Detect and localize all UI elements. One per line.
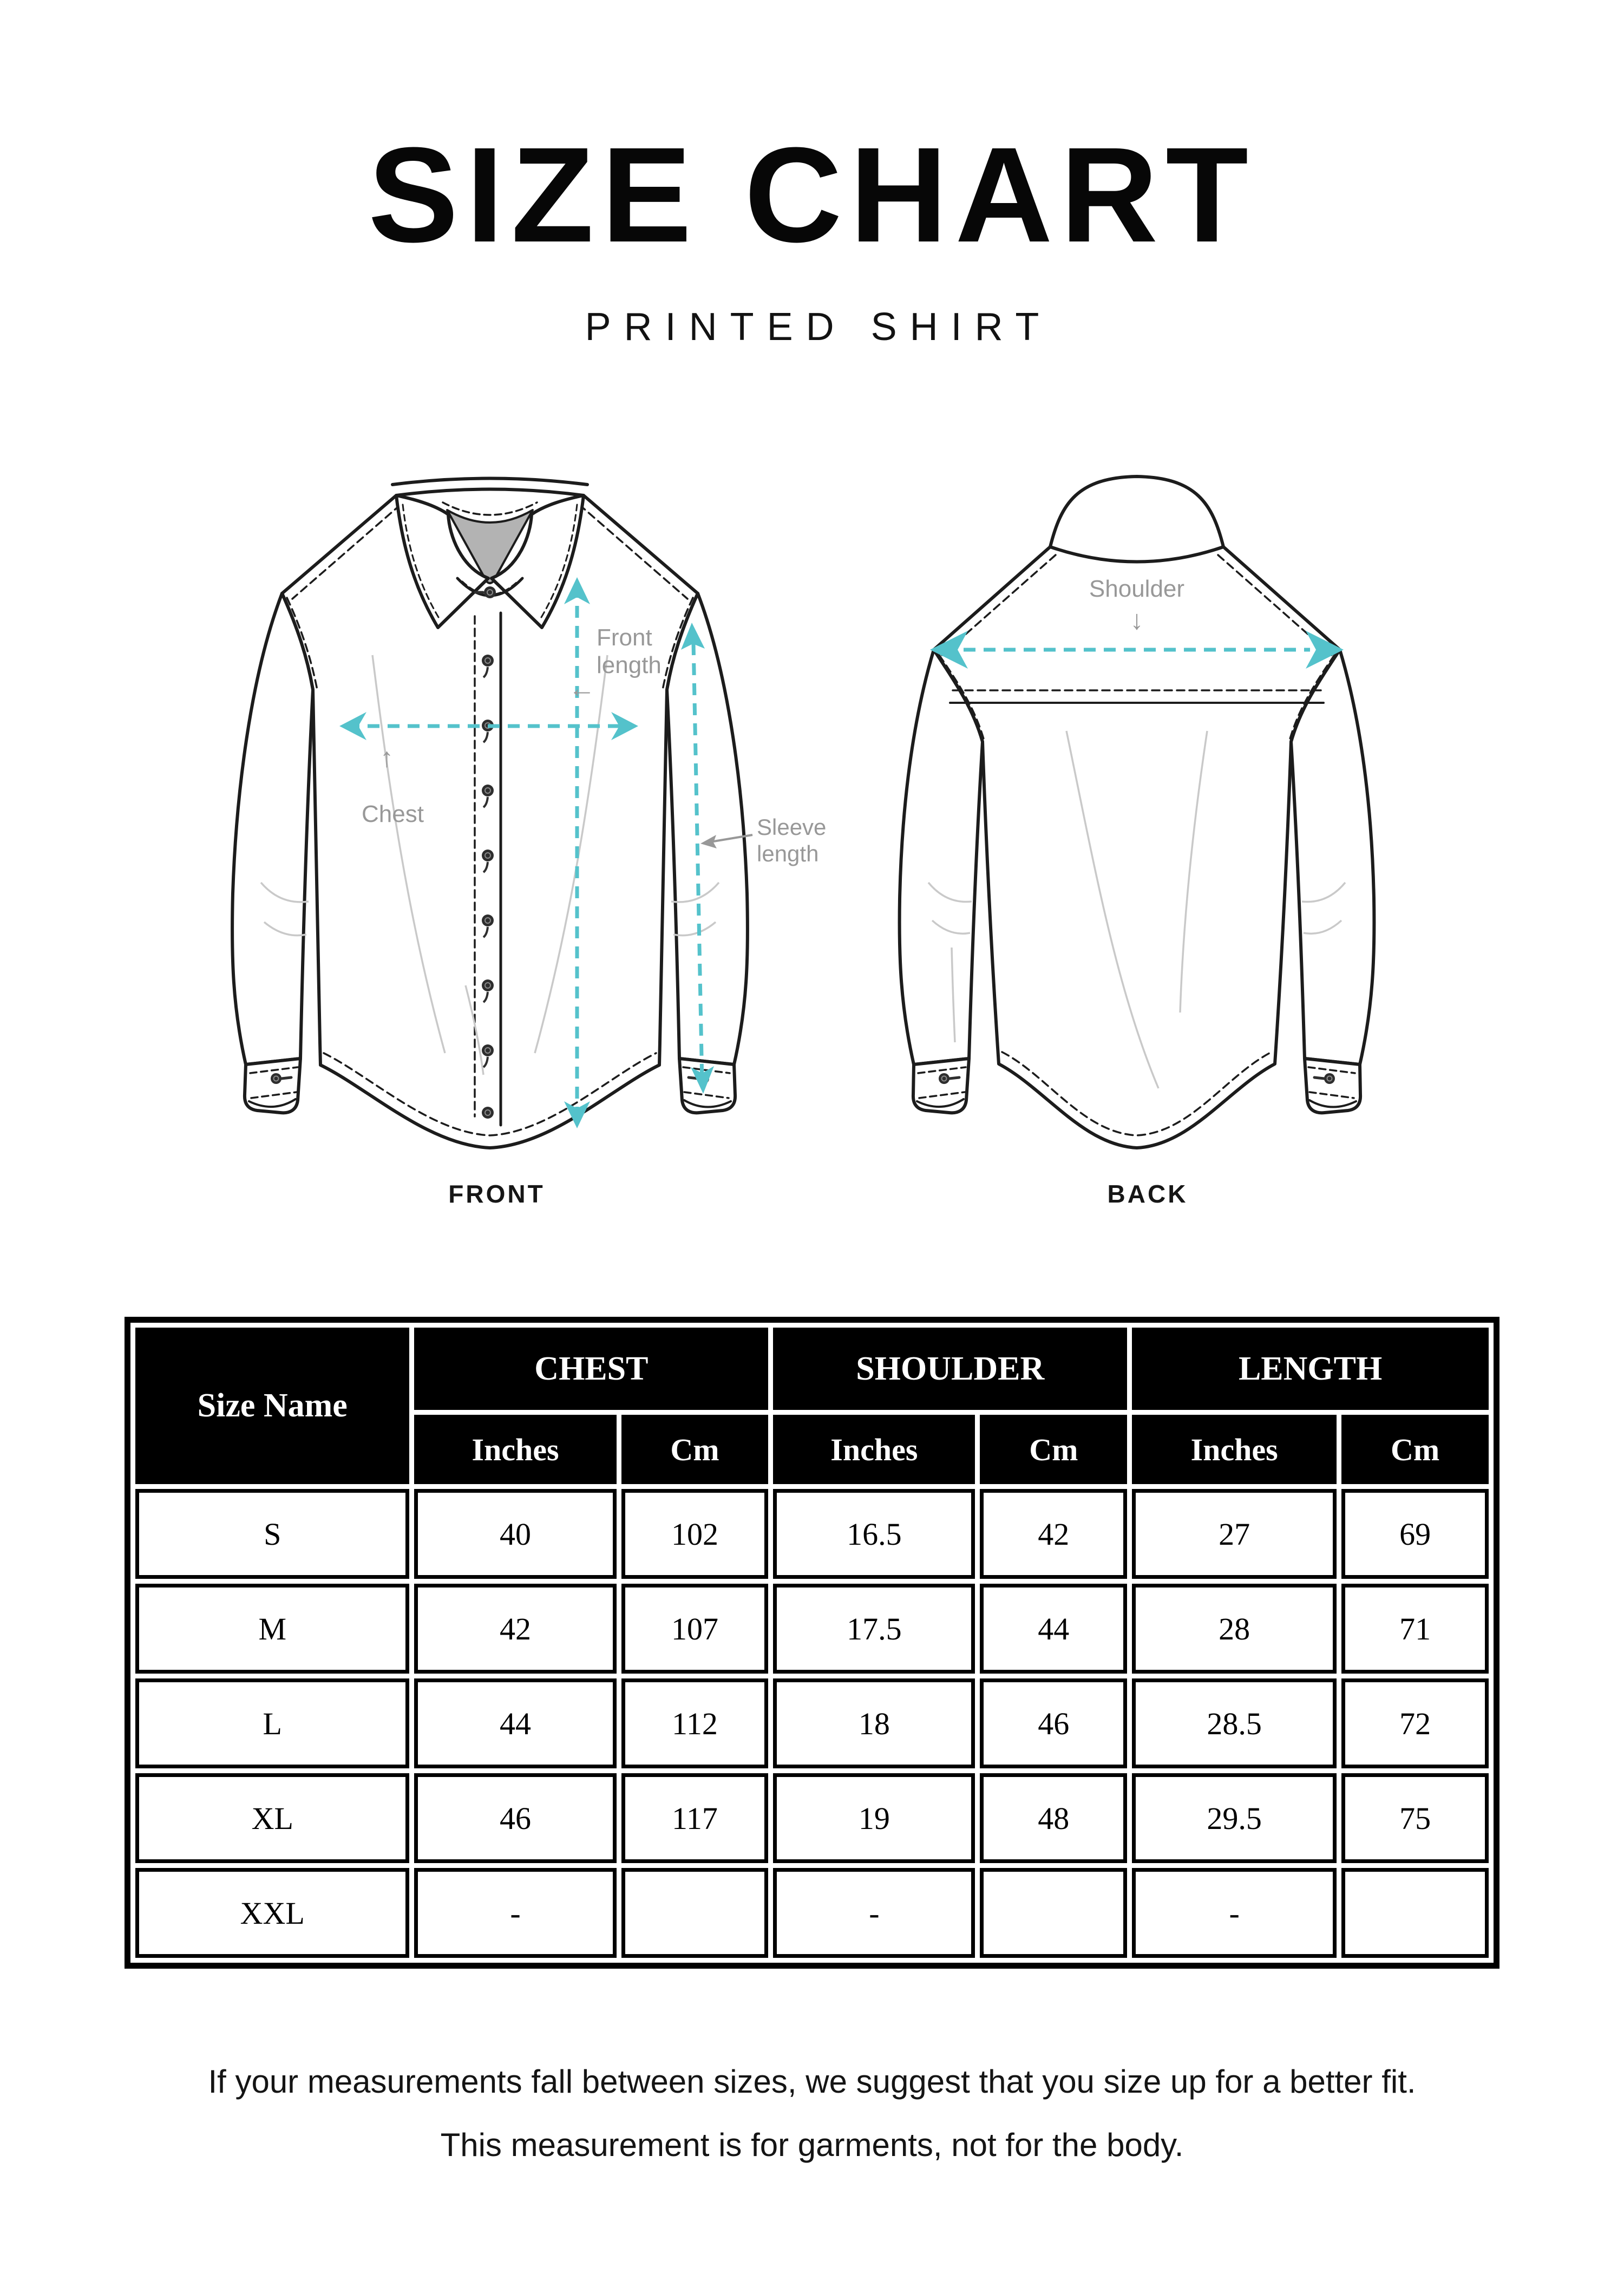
- value-cell: -: [773, 1868, 975, 1958]
- front-length-label: Front length: [597, 624, 662, 679]
- value-cell: 69: [1341, 1489, 1489, 1579]
- size-cell: XXL: [135, 1868, 409, 1958]
- size-name-header: Size Name: [135, 1328, 409, 1484]
- value-cell: 19: [773, 1773, 975, 1863]
- footer-note-line1: If your measurements fall between sizes, we suggest that you size up for a better fit.: [208, 2063, 1416, 2100]
- value-cell: 75: [1341, 1773, 1489, 1863]
- value-cell: 44: [980, 1584, 1127, 1674]
- value-cell: [1341, 1868, 1489, 1958]
- table-row: [135, 1868, 1489, 1958]
- back-left-sleeve: [900, 650, 983, 1113]
- shirt-diagrams: [211, 471, 1624, 1208]
- value-cell: 17.5: [773, 1584, 975, 1674]
- front-length-left-arrow-icon: ←: [568, 673, 595, 703]
- front-shirt-figure: [211, 471, 850, 1208]
- page-title: SIZE CHART: [368, 119, 1256, 270]
- unit-header: Inches: [773, 1415, 975, 1484]
- table-row: [135, 1489, 1489, 1579]
- unit-header: Cm: [980, 1415, 1127, 1484]
- back-collar: [1050, 476, 1223, 562]
- value-cell: 28.5: [1132, 1678, 1337, 1768]
- value-cell: 18: [773, 1678, 975, 1768]
- chest-label: Chest: [362, 801, 424, 827]
- front-shirt-svg: [211, 471, 850, 1164]
- value-cell: 44: [414, 1678, 616, 1768]
- length-group-header: LENGTH: [1132, 1328, 1489, 1410]
- page-subtitle: PRINTED SHIRT: [585, 305, 1052, 349]
- value-cell: 42: [414, 1584, 616, 1674]
- shoulder-down-arrow-icon: ↓: [1130, 605, 1144, 635]
- value-cell: 27: [1132, 1489, 1337, 1579]
- unit-header: Cm: [621, 1415, 769, 1484]
- value-cell: 46: [980, 1678, 1127, 1768]
- size-cell: XL: [135, 1773, 409, 1863]
- table-row: [135, 1584, 1489, 1674]
- value-cell: 42: [980, 1489, 1127, 1579]
- back-shirt-figure: [888, 471, 1445, 1208]
- value-cell: 71: [1341, 1584, 1489, 1674]
- sleeve-length-label: Sleeve length: [757, 814, 827, 866]
- size-chart-table: [125, 1317, 1499, 1969]
- size-chart-page: [0, 119, 1624, 2177]
- table-row: [135, 1773, 1489, 1863]
- unit-header: Cm: [1341, 1415, 1489, 1484]
- value-cell: 16.5: [773, 1489, 975, 1579]
- front-caption: FRONT: [448, 1180, 545, 1208]
- value-cell: -: [1132, 1868, 1337, 1958]
- value-cell: 107: [621, 1584, 769, 1674]
- back-right-sleeve: [1291, 650, 1374, 1113]
- size-cell: L: [135, 1678, 409, 1768]
- shoulder-label: Shoulder: [1089, 576, 1185, 602]
- shoulder-group-header: SHOULDER: [773, 1328, 1127, 1410]
- value-cell: 48: [980, 1773, 1127, 1863]
- chest-up-arrow-icon: ↑: [380, 742, 394, 773]
- value-cell: 117: [621, 1773, 769, 1863]
- value-cell: 46: [414, 1773, 616, 1863]
- size-cell: M: [135, 1584, 409, 1674]
- back-caption: BACK: [1107, 1180, 1188, 1208]
- value-cell: 40: [414, 1489, 616, 1579]
- unit-header: Inches: [1132, 1415, 1337, 1484]
- footer-note-line2: This measurement is for garments, not for the body.: [440, 2127, 1184, 2163]
- chest-group-header: CHEST: [414, 1328, 768, 1410]
- value-cell: -: [414, 1868, 616, 1958]
- value-cell: [980, 1868, 1127, 1958]
- footer-note: [0, 2050, 1624, 2177]
- value-cell: 28: [1132, 1584, 1337, 1674]
- value-cell: 29.5: [1132, 1773, 1337, 1863]
- unit-header: Inches: [414, 1415, 616, 1484]
- table-row: [135, 1678, 1489, 1768]
- value-cell: 112: [621, 1678, 769, 1768]
- value-cell: 72: [1341, 1678, 1489, 1768]
- size-cell: S: [135, 1489, 409, 1579]
- value-cell: 102: [621, 1489, 769, 1579]
- front-left-sleeve: [232, 593, 313, 1113]
- value-cell: [621, 1868, 769, 1958]
